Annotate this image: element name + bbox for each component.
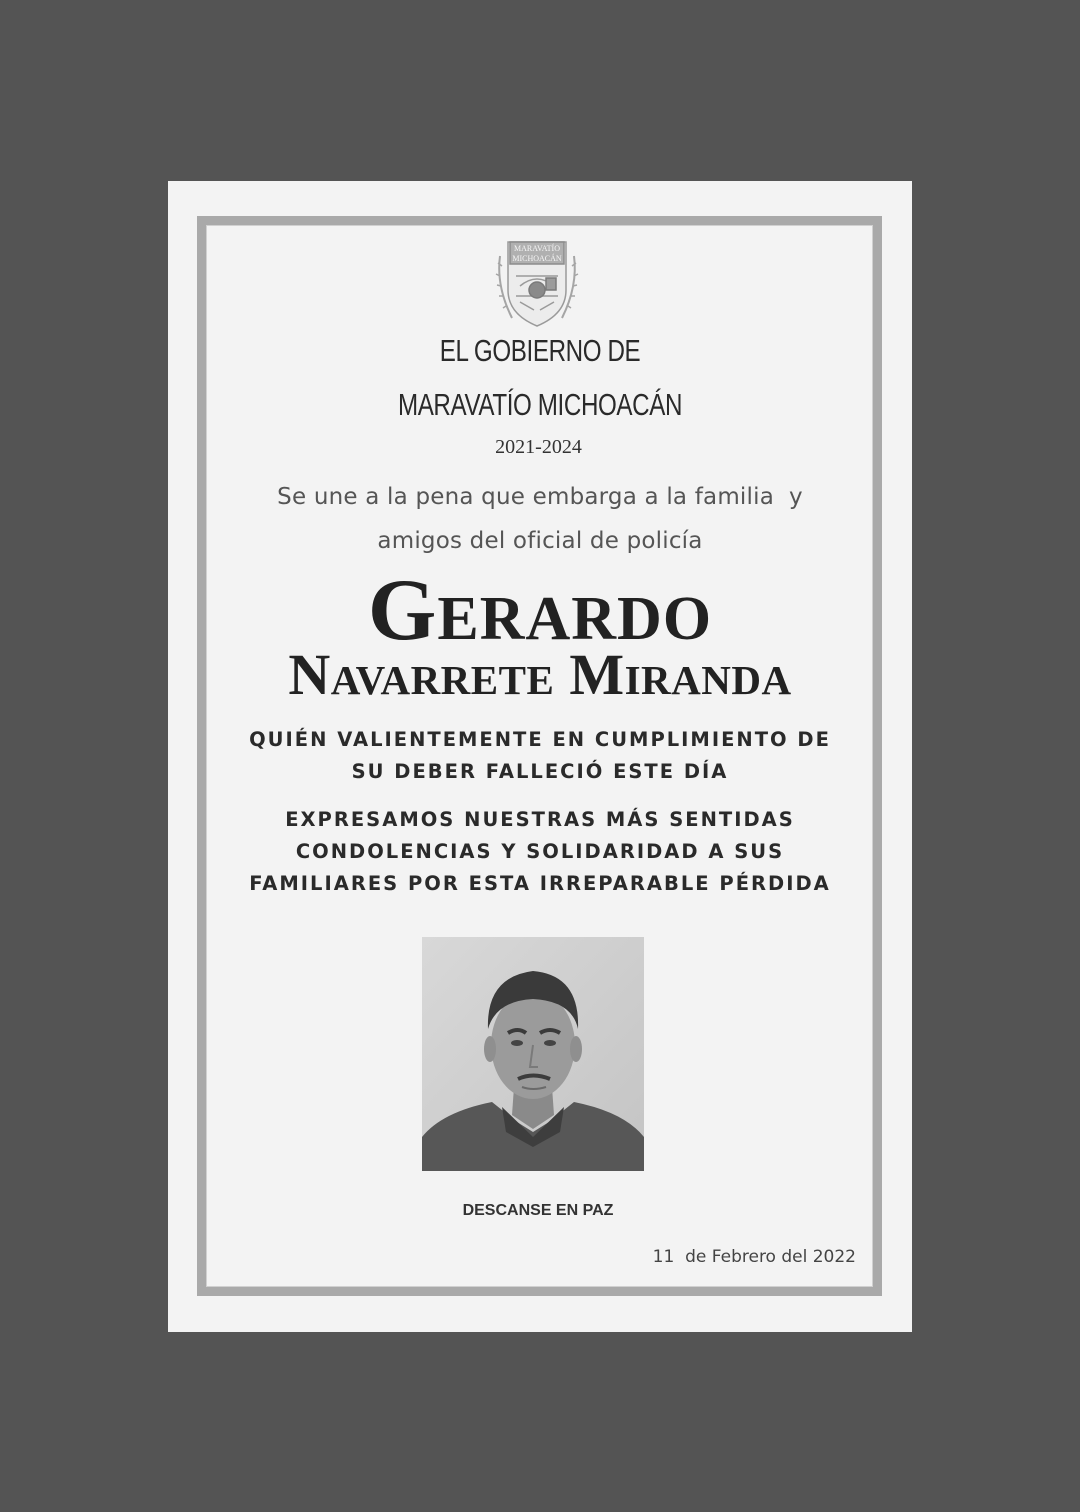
intro-text xyxy=(228,475,852,563)
deceased-first-name: Gerardo xyxy=(367,562,713,659)
seal-lettering-top: MARAVATÍO xyxy=(514,244,560,253)
administration-period: 2021-2024 xyxy=(495,436,582,458)
municipal-seal-icon xyxy=(494,236,580,332)
condolence-message xyxy=(208,804,872,900)
condolence-line3: FAMILIARES POR ESTA IRREPARABLE PÉRDIDA xyxy=(249,872,831,895)
tribute-message xyxy=(208,724,872,788)
publication-date: 11 de Febrero del 2022 xyxy=(652,1247,856,1267)
seal-lettering-bottom: MICHOACÁN xyxy=(512,254,562,263)
condolence-line1: EXPRESAMOS NUESTRAS MÁS SENTIDAS xyxy=(285,808,795,831)
officer-portrait-photo xyxy=(422,937,644,1171)
government-title-line1: EL GOBIERNO DE xyxy=(439,333,641,368)
intro-line1: Se une a la pena que embarga a la familia y xyxy=(277,484,803,510)
rest-in-peace-text: DESCANSE EN PAZ xyxy=(462,1202,614,1219)
deceased-last-name: Navarrete Miranda xyxy=(288,642,792,707)
tribute-line1: QUIÉN VALIENTEMENTE EN CUMPLIMIENTO DE xyxy=(249,728,831,751)
intro-line2: amigos del oficial de policía xyxy=(377,528,703,554)
government-title-line2: MARAVATÍO MICHOACÁN xyxy=(397,387,683,422)
condolence-card xyxy=(168,181,912,1332)
condolence-line2: CONDOLENCIAS Y SOLIDARIDAD A SUS xyxy=(295,840,785,863)
tribute-line2: SU DEBER FALLECIÓ ESTE DÍA xyxy=(351,760,729,783)
